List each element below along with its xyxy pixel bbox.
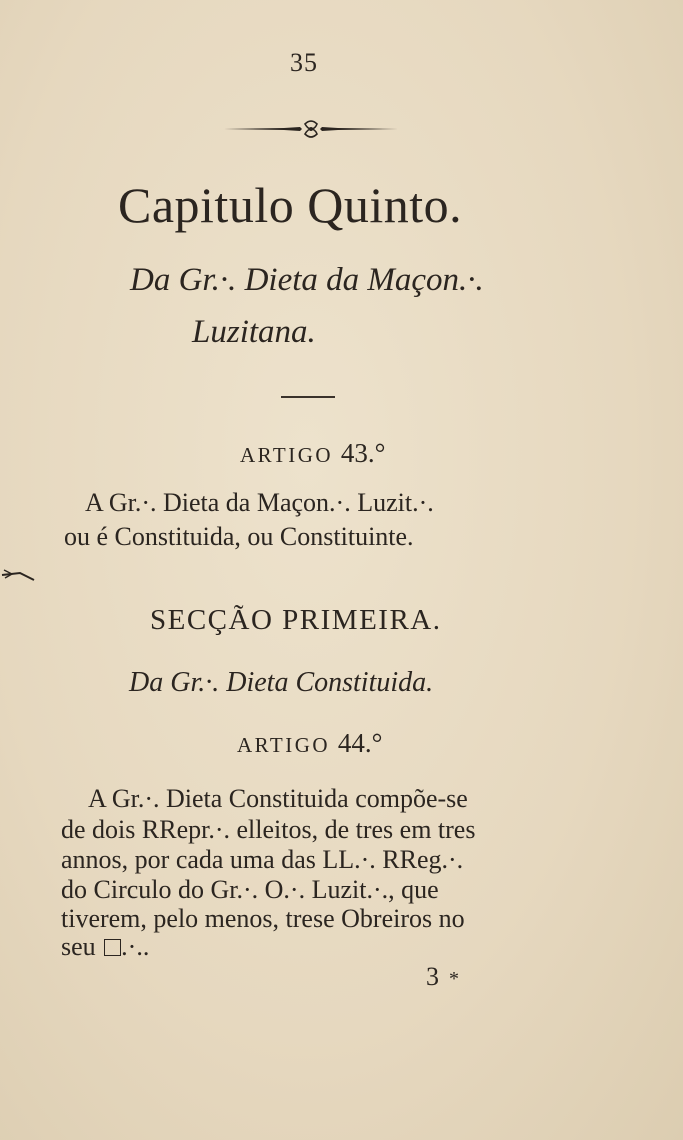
signature-star: * (449, 968, 459, 990)
article-44-line: tiverem, pelo menos, trese Obreiros no (61, 904, 465, 933)
section-rule (281, 396, 335, 398)
article-43-heading (240, 438, 385, 469)
article-43-line: A Gr.·. Dieta da Maçon.·. Luzit.·. (85, 488, 434, 517)
chapter-title: Capitulo Quinto. (118, 177, 463, 233)
article-44-heading (237, 728, 382, 759)
article-44-line: annos, por cada uma das LL.·. RReg.·. (61, 845, 464, 874)
last-line-prefix: seu (61, 932, 96, 961)
article-44-line: A Gr.·. Dieta Constituida compõe-se (88, 784, 468, 813)
ornament-divider-icon (222, 118, 400, 140)
article-44-line: de dois RRepr.·. elleitos, de tres em tres (61, 815, 476, 844)
article-44-last-line (61, 932, 149, 962)
chapter-subtitle-line1: Da Gr.·. Dieta da Maçon.·. (130, 262, 484, 298)
last-line-suffix: .·.. (121, 932, 150, 961)
article-43-number: 43.° (340, 438, 386, 468)
section-title: SECÇÃO PRIMEIRA. (150, 604, 442, 636)
article-44-label: ARTIGO (237, 733, 331, 757)
article-43-label: ARTIGO (240, 443, 334, 467)
article-44-number: 44.° (337, 728, 383, 758)
page-number: 35 (290, 48, 318, 77)
signature-mark (426, 962, 459, 992)
chapter-subtitle-line2: Luzitana. (192, 314, 316, 350)
lodge-square-icon (104, 939, 121, 956)
margin-mark-icon (0, 566, 36, 582)
article-43-line: ou é Constituida, ou Constituinte. (64, 522, 414, 551)
article-44-line: do Circulo do Gr.·. O.·. Luzit.·., que (61, 875, 439, 904)
section-subtitle: Da Gr.·. Dieta Constituida. (129, 667, 434, 698)
signature-number: 3 (426, 962, 439, 991)
